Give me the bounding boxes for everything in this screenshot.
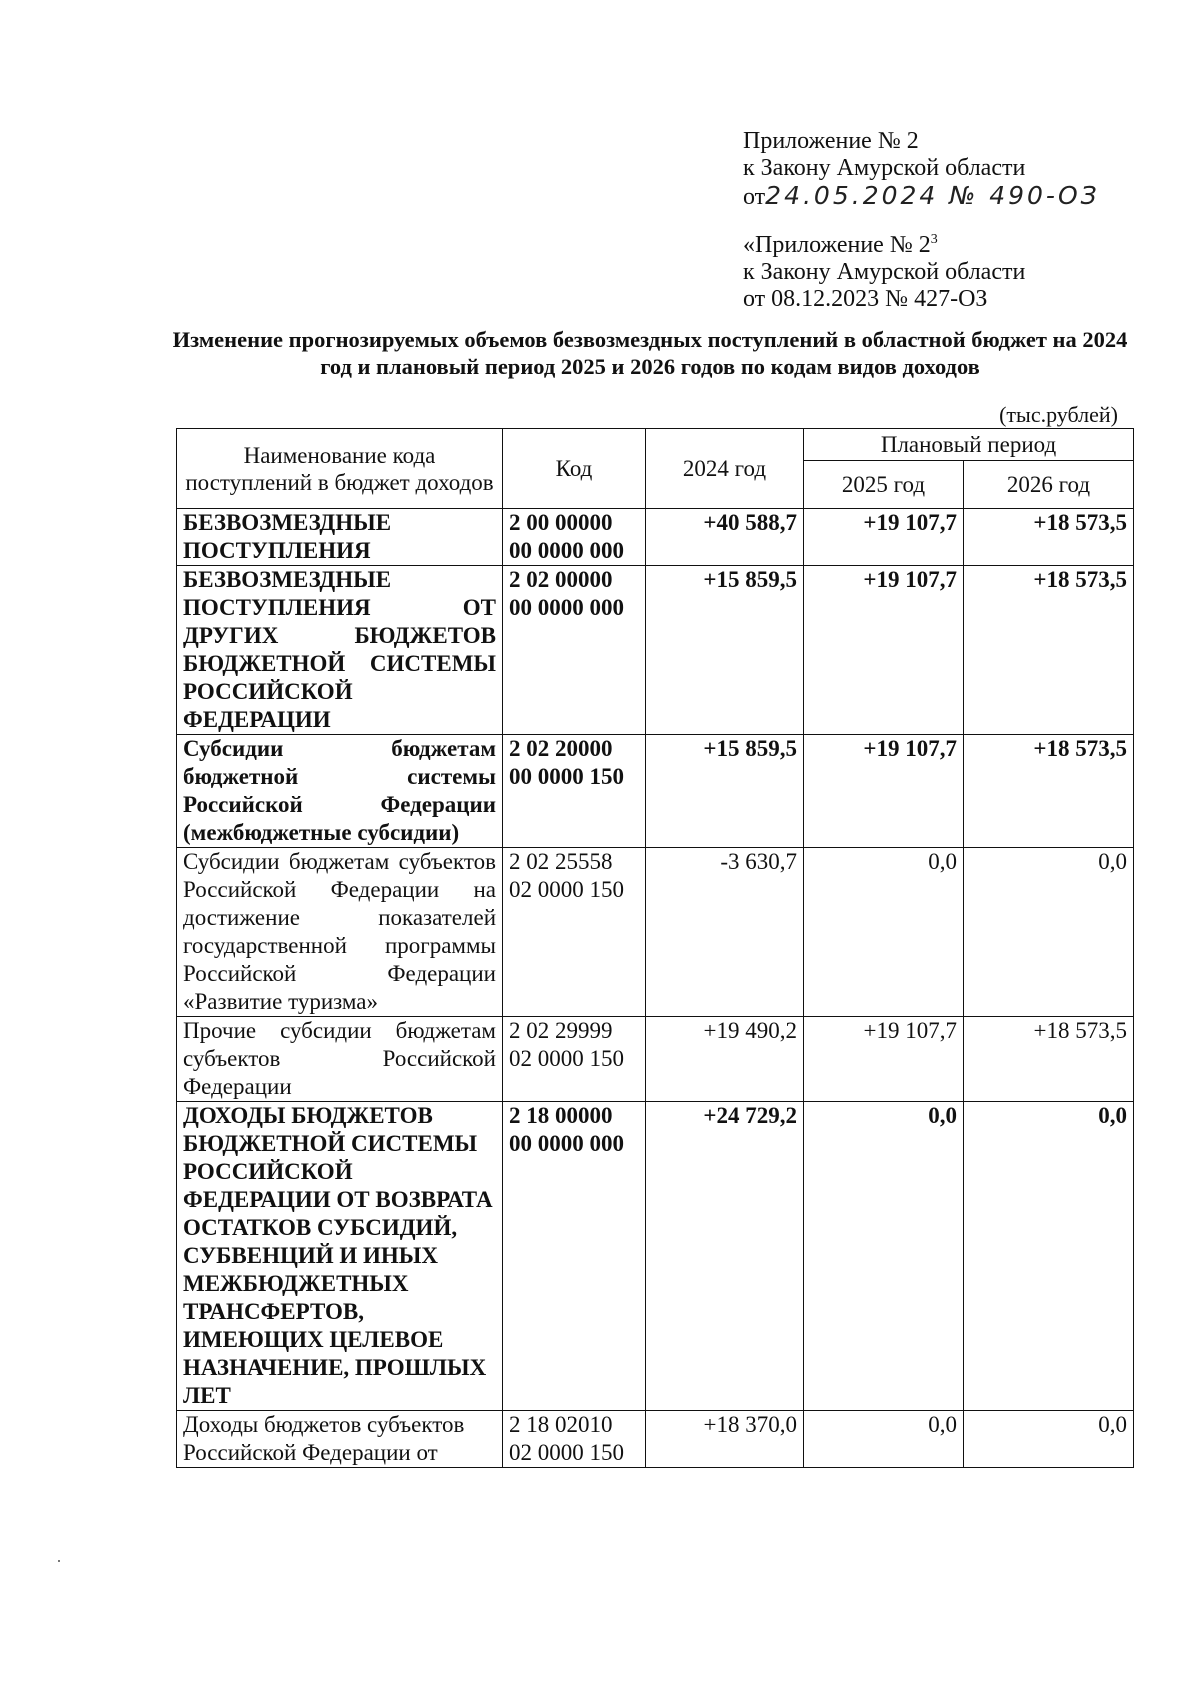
appendix-law: к Закону Амурской области (743, 155, 1026, 181)
row-name: ДОХОДЫ БЮДЖЕТОВ БЮДЖЕТНОЙ СИСТЕМЫ РОССИЙСКОЙ ФЕДЕРАЦИИ ОТ ВОЗВРАТА ОСТАТКОВ СУБСИДИЙ, СУБВЕНЦИЙ И ИНЫХ МЕЖБЮДЖЕТНЫХ ТРАНСФЕРТОВ, ИМЕЮЩИХ ЦЕЛЕВОЕ НАЗНАЧЕНИЕ, ПРОШЛЫХ ЛЕТ (177, 1102, 503, 1411)
handwritten-date-number: 24.05.2024 № 490-ОЗ (765, 181, 1100, 210)
row-2024: -3 630,7 (646, 848, 804, 1017)
row-2024: +18 370,0 (646, 1411, 804, 1468)
header-2025: 2025 год (804, 461, 964, 509)
row-2024: +19 490,2 (646, 1017, 804, 1102)
row-2026: +18 573,5 (964, 735, 1134, 848)
row-code: 2 02 29999 02 0000 150 (503, 1017, 646, 1102)
appendix2-law: к Закону Амурской области (743, 259, 1026, 285)
row-2025: +19 107,7 (804, 509, 964, 566)
table-row (177, 848, 1134, 1017)
row-2024: +24 729,2 (646, 1102, 804, 1411)
table-row (177, 735, 1134, 848)
row-code: 2 18 02010 02 0000 150 (503, 1411, 646, 1468)
row-2025: +19 107,7 (804, 1017, 964, 1102)
row-code: 2 18 00000 00 0000 000 (503, 1102, 646, 1411)
table-row (177, 1017, 1134, 1102)
header-name: Наименование кода поступлений в бюджет доходов (177, 429, 503, 509)
header-2026: 2026 год (964, 461, 1134, 509)
row-2025: 0,0 (804, 1411, 964, 1468)
table-row (177, 1102, 1134, 1411)
row-code: 2 02 00000 00 0000 000 (503, 566, 646, 735)
header-code: Код (503, 429, 646, 509)
header-2024: 2024 год (646, 429, 804, 509)
header-plan-period: Плановый период (804, 429, 1134, 461)
table-row (177, 566, 1134, 735)
row-name: Прочие субсидии бюджетам субъектов Российской Федерации (177, 1017, 503, 1102)
row-name: Субсидии бюджетам субъектов Российской Федерации на достижение показателей государственной программы Российской Федерации «Развитие туризма» (177, 848, 503, 1017)
table-header-row (177, 429, 1134, 461)
table-row (177, 1411, 1134, 1468)
row-2024: +15 859,5 (646, 735, 804, 848)
appendix2-block (743, 226, 1025, 313)
row-2026: +18 573,5 (964, 566, 1134, 735)
appendix-block (743, 128, 1100, 211)
row-name: Доходы бюджетов субъектов Российской Федерации от (177, 1411, 503, 1468)
document-title: Изменение прогнозируемых объемов безвозмездных поступлений в областной бюджет на 2024 год и плановый период 2025 и 2026 годов по кодам видов доходов (172, 327, 1128, 379)
row-2024: +15 859,5 (646, 566, 804, 735)
appendix2-date: от 08.12.2023 № 427-ОЗ (743, 286, 988, 312)
row-2026: 0,0 (964, 1102, 1134, 1411)
unit-label: (тыс.рублей) (999, 402, 1118, 427)
row-2024: +40 588,7 (646, 509, 804, 566)
row-code: 2 00 00000 00 0000 000 (503, 509, 646, 566)
row-2026: 0,0 (964, 848, 1134, 1017)
appendix-title: Приложение № 2 (743, 128, 919, 154)
table-row (177, 509, 1134, 566)
revenue-table (176, 428, 1134, 1468)
row-2026: 0,0 (964, 1411, 1134, 1468)
appendix2-title (743, 226, 1025, 259)
row-2025: +19 107,7 (804, 735, 964, 848)
appendix2-title-superscript: 3 (930, 232, 938, 247)
appendix-date-line (743, 182, 1100, 211)
row-code: 2 02 20000 00 0000 150 (503, 735, 646, 848)
row-2026: +18 573,5 (964, 1017, 1134, 1102)
row-2025: 0,0 (804, 1102, 964, 1411)
row-name: Субсидии бюджетам бюджетной системы Российской Федерации (межбюджетные субсидии) (177, 735, 503, 848)
row-2025: +19 107,7 (804, 566, 964, 735)
row-name: БЕЗВОЗМЕЗДНЫЕ ПОСТУПЛЕНИЯ ОТ ДРУГИХ БЮДЖЕТОВ БЮДЖЕТНОЙ СИСТЕМЫ РОССИЙСКОЙ ФЕДЕРАЦИИ (177, 566, 503, 735)
row-2025: 0,0 (804, 848, 964, 1017)
appendix-date-prefix: от (743, 184, 766, 210)
appendix2-title-text: «Приложение № 2 (743, 232, 931, 258)
row-name: БЕЗВОЗМЕЗДНЫЕ ПОСТУПЛЕНИЯ (177, 509, 503, 566)
row-code: 2 02 25558 02 0000 150 (503, 848, 646, 1017)
row-2026: +18 573,5 (964, 509, 1134, 566)
scan-speck (58, 1560, 60, 1562)
